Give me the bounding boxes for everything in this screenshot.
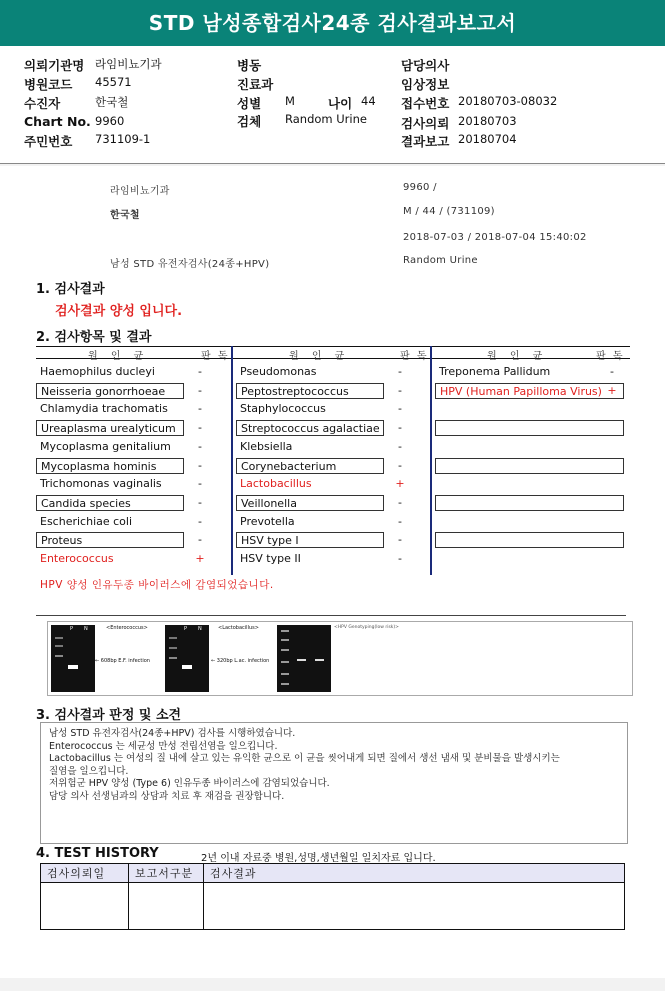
organism-name: Mycoplasma genitalium [40, 439, 171, 453]
chart-label: Chart No. [24, 114, 91, 129]
organism-result: - [398, 365, 402, 378]
organism-name [435, 458, 624, 474]
patient-value: 한국철 [95, 95, 129, 109]
sex-value: M [285, 94, 295, 108]
specimen-value: Random Urine [285, 112, 367, 126]
divider [36, 615, 626, 616]
organism-name: Enterococcus [40, 552, 114, 565]
lane-n-label: N [198, 626, 202, 632]
organism-name: Lactobacillus [240, 477, 312, 491]
organism-name [435, 532, 624, 548]
col2-result-header: 판 독 [400, 351, 429, 362]
organism-result: - [198, 365, 202, 378]
organism-result: - [198, 514, 202, 528]
finding-line: Enterococcus 는 세균성 만성 전립선염을 일으킵니다. [49, 740, 278, 752]
gel-image-enterococcus [51, 625, 95, 692]
section1-title: 1. 검사결과 [36, 282, 105, 297]
organism-name: Streptococcus agalactiae [236, 420, 384, 436]
lane-n-label: N [84, 626, 88, 632]
meta-sex-age: M / 44 / (731109) [403, 206, 495, 217]
organism-result: - [610, 365, 614, 378]
col2-organism-header: 원 인 균 [289, 351, 350, 362]
result-grid [36, 346, 630, 575]
organism-result: - [198, 477, 202, 491]
section4-title: 4. TEST HISTORY [36, 846, 159, 861]
organism-result: + [195, 552, 205, 565]
organism-name: Candida species [36, 495, 184, 511]
ward-label: 병동 [237, 58, 262, 73]
meta-test-name: 남성 STD 유전자검사(24종+HPV) [110, 259, 270, 270]
gel2-title: <Lactobacillus> [218, 625, 259, 631]
chart-value: 9960 [95, 114, 125, 128]
col1-result-header: 판 독 [201, 351, 230, 362]
header-info-panel [0, 46, 665, 164]
gel3-title: <HPV Genotyping(low risk)> [334, 625, 399, 630]
organism-name: Staphylococcus [240, 402, 326, 416]
hospital-code-value: 45571 [95, 75, 132, 89]
organism-name: Prevotella [240, 514, 295, 528]
col3-organism-header: 원 인 균 [487, 351, 548, 362]
organism-result: - [198, 439, 202, 453]
organism-result: - [198, 383, 202, 397]
organism-result: - [198, 402, 202, 416]
organism-result: - [198, 421, 202, 435]
gel-image-hpv [277, 625, 331, 692]
organism-result: - [398, 383, 402, 397]
organism-result: - [398, 514, 402, 528]
col3-result-header: 판 독 [596, 351, 625, 362]
organism-name: Pseudomonas [240, 365, 317, 378]
resident-value: 731109-1 [95, 132, 151, 146]
history-col-result: 검사결과 [204, 864, 625, 883]
organism-name: Corynebacterium [236, 458, 384, 474]
age-label: 나이 [328, 96, 353, 111]
clinical-label: 임상정보 [401, 77, 450, 92]
section2-title: 2. 검사항목 및 결과 [36, 330, 152, 345]
organism-name: Klebsiella [240, 439, 293, 453]
organism-result: + [395, 477, 405, 491]
hpv-note: HPV 양성 인유두종 바이러스에 감염되었습니다. [40, 579, 274, 591]
organism-result: - [398, 552, 402, 565]
report-date-value: 20180704 [458, 132, 517, 146]
organism-name: Veillonella [236, 495, 384, 511]
organism-result: - [198, 458, 202, 472]
receipt-value: 20180703-08032 [458, 94, 558, 108]
meta-dates: 2018-07-03 / 2018-07-04 15:40:02 [403, 232, 587, 243]
organism-result: - [198, 533, 202, 547]
organism-name: Mycoplasma hominis [36, 458, 184, 474]
organism-name: Haemophilus ducleyi [40, 365, 155, 378]
organism-name: Neisseria gonorrhoeae [36, 383, 184, 399]
section3-title: 3. 검사결과 판정 및 소견 [36, 708, 182, 723]
organism-name [435, 401, 624, 417]
organism-result: - [398, 421, 402, 435]
organism-name: Trichomonas vaginalis [40, 477, 162, 491]
organism-result: - [398, 439, 402, 453]
organism-name [435, 476, 624, 492]
specimen-label: 검체 [237, 114, 262, 129]
lane-p-label: P [184, 626, 188, 632]
organism-name: Chlamydia trachomatis [40, 402, 168, 416]
gel-image-strip [47, 621, 633, 696]
organism-name: Ureaplasma urealyticum [36, 420, 184, 436]
organism-result: - [398, 458, 402, 472]
meta-patient: 한국철 [110, 210, 140, 221]
col1-organism-header: 원 인 균 [88, 351, 149, 362]
history-table [40, 863, 625, 930]
report-date-label: 결과보고 [401, 134, 450, 149]
organism-name: Peptostreptococcus [236, 383, 384, 399]
organism-result: - [198, 495, 202, 509]
organism-name: HPV (Human Papilloma Virus) [435, 383, 624, 399]
organism-name [435, 420, 624, 436]
organism-name: Proteus [36, 532, 184, 548]
history-col-report-type: 보고서구분 [129, 864, 204, 883]
gel-image-lactobacillus [165, 625, 209, 692]
institution-value: 라임비뇨기과 [95, 57, 162, 71]
organism-result: - [398, 495, 402, 509]
doctor-label: 담당의사 [401, 58, 450, 73]
patient-label: 수진자 [24, 96, 61, 111]
report-body [0, 166, 665, 978]
organism-result: + [607, 383, 617, 397]
organism-name [435, 495, 624, 511]
institution-label: 의뢰기관명 [24, 58, 85, 73]
age-value: 44 [361, 94, 376, 108]
organism-name: HSV type II [240, 552, 301, 565]
history-col-request-date: 검사의뢰일 [41, 864, 129, 883]
finding-line: 저위험군 HPV 양성 (Type 6) 인유두종 바이러스에 감염되었습니다. [49, 778, 330, 789]
history-note: 2년 이내 자료중 병원,성명,생년월일 일치자료 입니다. [201, 853, 436, 864]
hospital-code-label: 병원코드 [24, 77, 73, 92]
table-row [41, 883, 625, 930]
organism-result: - [398, 402, 402, 416]
dept-label: 진료과 [237, 77, 274, 92]
gel2-annotation: ← 320bp L.ac. infection [211, 658, 270, 664]
organism-result: - [398, 533, 402, 547]
finding-line: 질염을 일으킵니다. [49, 765, 129, 777]
sex-label: 성별 [237, 96, 262, 111]
organism-name [435, 514, 624, 530]
findings-box [40, 722, 628, 844]
report-title: STD 남성종합검사24종 검사결과보고서 [0, 0, 665, 46]
gel1-title: <Enterococcus> [106, 625, 148, 631]
finding-line: 담당 의사 선생님과의 상담과 치료 후 재검을 권장합니다. [49, 790, 285, 802]
organism-name: Escherichiae coli [40, 514, 133, 528]
lane-p-label: P [70, 626, 74, 632]
resident-label: 주민번호 [24, 134, 73, 149]
meta-chart: 9960 / [403, 182, 437, 193]
column-divider [430, 346, 432, 575]
receipt-label: 접수번호 [401, 96, 450, 111]
meta-specimen: Random Urine [403, 255, 478, 266]
request-value: 20180703 [458, 114, 517, 128]
meta-clinic: 라임비뇨기과 [110, 186, 170, 197]
finding-line: 남성 STD 유전자검사(24종+HPV) 검사를 시행하였습니다. [49, 728, 296, 739]
organism-name: Treponema Pallidum [439, 365, 551, 378]
organism-name [435, 439, 624, 455]
column-divider [231, 346, 233, 575]
request-label: 검사의뢰 [401, 116, 450, 131]
finding-line: Lactobacillus 는 여성의 질 내에 살고 있는 유익한 균으로 이 균을 씻어내게 되면 질에서 생선 냄새 및 분비물을 발생시키는 [49, 753, 560, 764]
overall-result: 검사결과 양성 입니다. [55, 304, 183, 319]
organism-name: HSV type I [236, 532, 384, 548]
gel1-annotation: ← 608bp E.F. infection [95, 658, 150, 664]
